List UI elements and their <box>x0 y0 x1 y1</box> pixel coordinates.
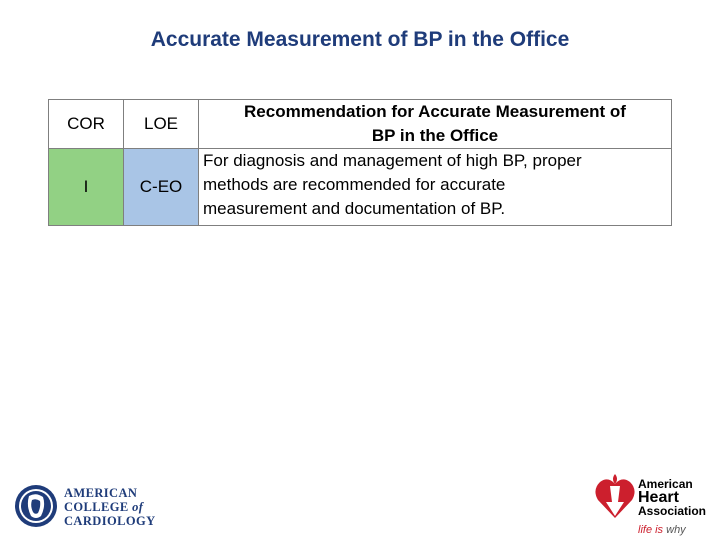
acc-line2 <box>64 500 156 514</box>
recommendation-header-line2: BP in the Office <box>371 126 499 145</box>
heart-torch-icon <box>594 472 636 522</box>
recommendation-header-line1: Recommendation for Accurate Measurement of <box>244 102 626 121</box>
cor-value: I <box>49 149 124 226</box>
aha-wordmark <box>638 478 706 517</box>
recommendation-text-line1: For diagnosis and management of high BP, proper <box>203 151 582 170</box>
acc-line2-a: COLLEGE <box>64 500 129 514</box>
acc-line1: AMERICAN <box>64 486 138 500</box>
cor-header: COR <box>49 100 124 149</box>
acc-wordmark <box>64 486 156 528</box>
recommendation-text-line3: measurement and documentation of BP. <box>203 199 506 218</box>
loe-value: C-EO <box>124 149 199 226</box>
aha-tagline <box>638 524 686 536</box>
loe-header: LOE <box>124 100 199 149</box>
aha-line3: Association <box>638 504 707 518</box>
aha-line2: Heart <box>638 489 679 506</box>
aha-tag-a: life is <box>638 524 664 536</box>
acc-logo <box>14 484 164 530</box>
recommendation-text <box>199 149 672 226</box>
table-header-row <box>49 100 672 149</box>
slide-title: Accurate Measurement of BP in the Office <box>150 28 570 51</box>
acc-line2-b: of <box>132 500 144 514</box>
recommendation-header <box>199 100 672 149</box>
aha-logo <box>594 472 718 540</box>
recommendation-table <box>48 99 672 226</box>
aha-line1: American <box>638 477 693 491</box>
table-row <box>49 149 672 226</box>
acc-seal-icon <box>14 484 58 528</box>
recommendation-text-line2: methods are recommended for accurate <box>203 175 506 194</box>
acc-line3: CARDIOLOGY <box>64 514 156 528</box>
aha-tag-b: why <box>666 524 686 536</box>
